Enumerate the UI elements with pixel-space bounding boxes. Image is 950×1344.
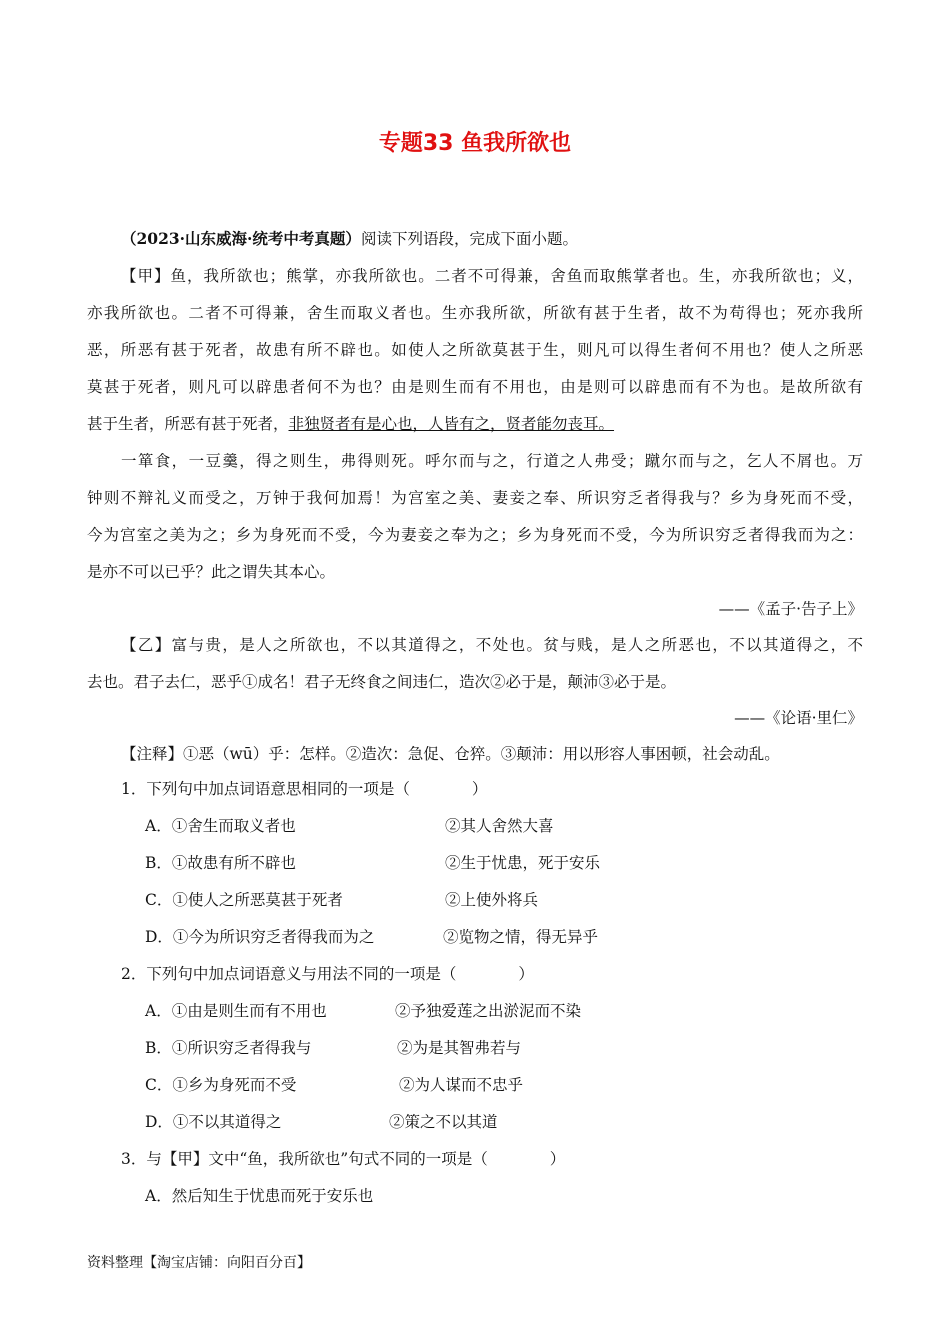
q2-option-c: C．①乡为身死而不受 ②为人谋而不忠乎 bbox=[145, 1076, 524, 1094]
intro-line bbox=[121, 228, 897, 250]
q2-option-d: D．①不以其道得之 ②策之不以其道 bbox=[145, 1113, 498, 1131]
jia2-line-4: 是亦不可以已乎？此之谓失其本心。 bbox=[87, 563, 336, 581]
notes: 【注释】①恶（wū）乎：怎样。②造次：急促、仓猝。③颠沛：用以形容人事困顿，社会动乱。 bbox=[121, 745, 780, 763]
q1-option-b: B．①故患有所不辟也 ②生于忧患，死于安乐 bbox=[145, 854, 601, 872]
q1-option-a: A．①舍生而取义者也 ②其人舍然大喜 bbox=[145, 817, 554, 835]
intro-instruction: 阅读下列语段，完成下面小题。 bbox=[360, 230, 578, 248]
jia-line-3: 恶，所恶有甚于死者，故患有所不辟也。如使人之所欲莫甚于生，则凡可以得生者何不用也？使人之所恶 bbox=[87, 341, 863, 359]
q2-option-a: A．①由是则生而有不用也 ②予独爱莲之出淤泥而不染 bbox=[145, 1002, 582, 1020]
q3-option-a: A．然后知生于忧患而死于安乐也 bbox=[145, 1187, 374, 1205]
jia-source: ——《孟子·告子上》 bbox=[718, 600, 863, 618]
yi-line-2: 去也。君子去仁，恶乎①成名！君子无终食之间违仁，造次②必于是，颠沛③必于是。 bbox=[87, 673, 677, 691]
question-3-stem: 3．与【甲】文中“鱼，我所欲也”句式不同的一项是（ ） bbox=[121, 1150, 566, 1168]
q2-option-b: B．①所识穷乏者得我与 ②为是其智弗若与 bbox=[145, 1039, 522, 1057]
q1-option-c: C．①使人之所恶莫甚于死者 ②上使外将兵 bbox=[145, 891, 539, 909]
jia2-line-1: 一箪食，一豆羹，得之则生，弗得则死。呼尔而与之，行道之人弗受；蹴尔而与之，乞人不屑也。万 bbox=[121, 452, 863, 470]
jia-line-4: 莫甚于死者，则凡可以辟患者何不为也？由是则生而有不用也，由是则可以辟患而有不为也。是故所欲有 bbox=[87, 378, 863, 396]
jia2-line-3: 今为宫室之美为之；乡为身死而不受，今为妻妾之奉为之；乡为身死而不受，今为所识穷乏者得我而为之： bbox=[87, 526, 863, 544]
jia2-line-2: 钟则不辩礼义而受之，万钟于我何加焉！为宫室之美、妻妾之奉、所识穷乏者得我与？乡为身死而不受， bbox=[87, 489, 863, 507]
footer-note: 资料整理【淘宝店铺：向阳百分百】 bbox=[87, 1255, 311, 1271]
jia-line-1: 【甲】鱼，我所欲也；熊掌，亦我所欲也。二者不可得兼，舍鱼而取熊掌者也。生，亦我所欲也；义， bbox=[121, 267, 863, 285]
jia-line-2: 亦我所欲也。二者不可得兼，舍生而取义者也。生亦我所欲，所欲有甚于生者，故不为苟得也；死亦我所 bbox=[87, 304, 863, 322]
jia-line-5-plain: 甚于生者，所恶有甚于死者， bbox=[87, 415, 289, 433]
jia-line-5 bbox=[87, 413, 863, 435]
yi-line-1: 【乙】富与贵，是人之所欲也，不以其道得之，不处也。贫与贱，是人之所恶也，不以其道得之，不 bbox=[121, 636, 863, 654]
q1-option-d: D．①今为所识穷乏者得我而为之 ②览物之情，得无异乎 bbox=[145, 928, 599, 946]
jia-underlined-sentence: 非独贤者有是心也，人皆有之，贤者能勿丧耳。 bbox=[288, 415, 615, 433]
page-title: 专题33 鱼我所欲也 bbox=[378, 131, 572, 156]
question-2-stem: 2．下列句中加点词语意义与用法不同的一项是（ ） bbox=[121, 965, 534, 983]
intro-source: （2023·山东威海·统考中考真题） bbox=[121, 229, 361, 248]
question-1-stem: 1．下列句中加点词语意思相同的一项是（ ） bbox=[121, 780, 488, 798]
yi-source: ——《论语·里仁》 bbox=[734, 709, 863, 727]
